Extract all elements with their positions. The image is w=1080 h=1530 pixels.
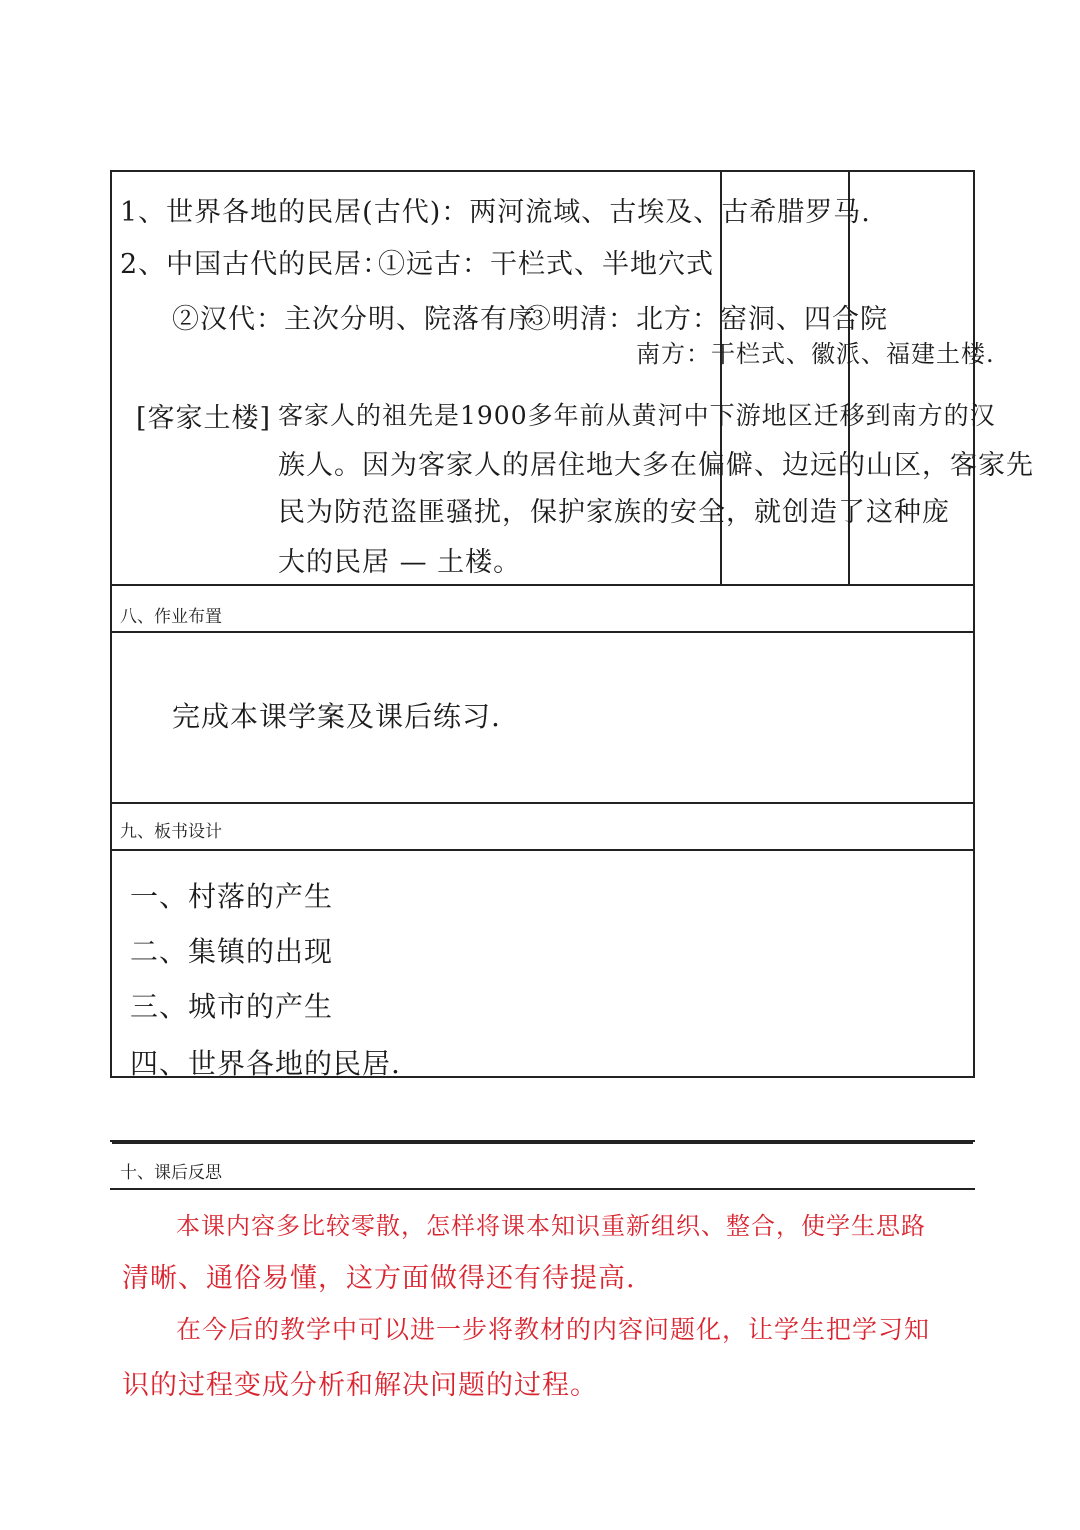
board-item-1: 一、村落的产生 — [130, 880, 334, 913]
rule-reflection-head — [110, 1188, 975, 1190]
reflection-line-2: 清晰、通俗易懂，这方面做得还有待提高. — [122, 1263, 636, 1294]
rule-homework-head — [112, 631, 973, 633]
rule-board-head — [112, 849, 973, 851]
note-line-3-b: ③明清：北方：窑洞、四合院 — [524, 304, 888, 335]
note-line-1: 1、世界各地的民居(古代)：两河流域、古埃及、古希腊罗马. — [120, 197, 871, 228]
reflection-line-1: 本课内容多比较零散，怎样将课本知识重新组织、整合，使学生思路 — [176, 1212, 926, 1240]
note-line-4: 南方：干栏式、徽派、福建土楼. — [636, 340, 995, 368]
hakka-line-4: 大的民居 — 土楼。 — [278, 547, 522, 578]
homework-title: 八、作业布置 — [120, 607, 222, 627]
hakka-line-1: 客家人的祖先是1900多年前从黄河中下游地区迁移到南方的汉 — [278, 401, 996, 430]
note-line-2-a: ①远古：干栏式、半地穴式 — [378, 249, 714, 280]
board-item-3: 三、城市的产生 — [130, 990, 334, 1023]
rule-homework-top — [112, 584, 973, 586]
board-item-4: 四、世界各地的民居. — [130, 1047, 401, 1080]
board-title: 九、板书设计 — [120, 822, 222, 842]
hakka-line-2: 族人。因为客家人的居住地大多在偏僻、边远的山区，客家先 — [278, 450, 1034, 481]
hakka-label: [客家土楼] — [136, 403, 272, 434]
reflection-line-4: 识的过程变成分析和解决问题的过程。 — [122, 1370, 598, 1401]
note-line-2-head: 2、中国古代的民居： — [120, 249, 391, 280]
board-item-2: 二、集镇的出现 — [130, 935, 334, 968]
note-line-3-a: ②汉代：主次分明、院落有序 — [172, 304, 536, 335]
rule-reflection-top — [110, 1140, 975, 1142]
hakka-line-3: 民为防范盗匪骚扰，保护家族的安全，就创造了这种庞 — [278, 497, 950, 528]
homework-content: 完成本课学案及课后练习. — [172, 700, 501, 733]
rule-board-top — [112, 802, 973, 804]
reflection-title: 十、课后反思 — [120, 1163, 222, 1183]
reflection-line-3: 在今后的教学中可以进一步将教材的内容问题化，让学生把学习知 — [176, 1315, 931, 1344]
